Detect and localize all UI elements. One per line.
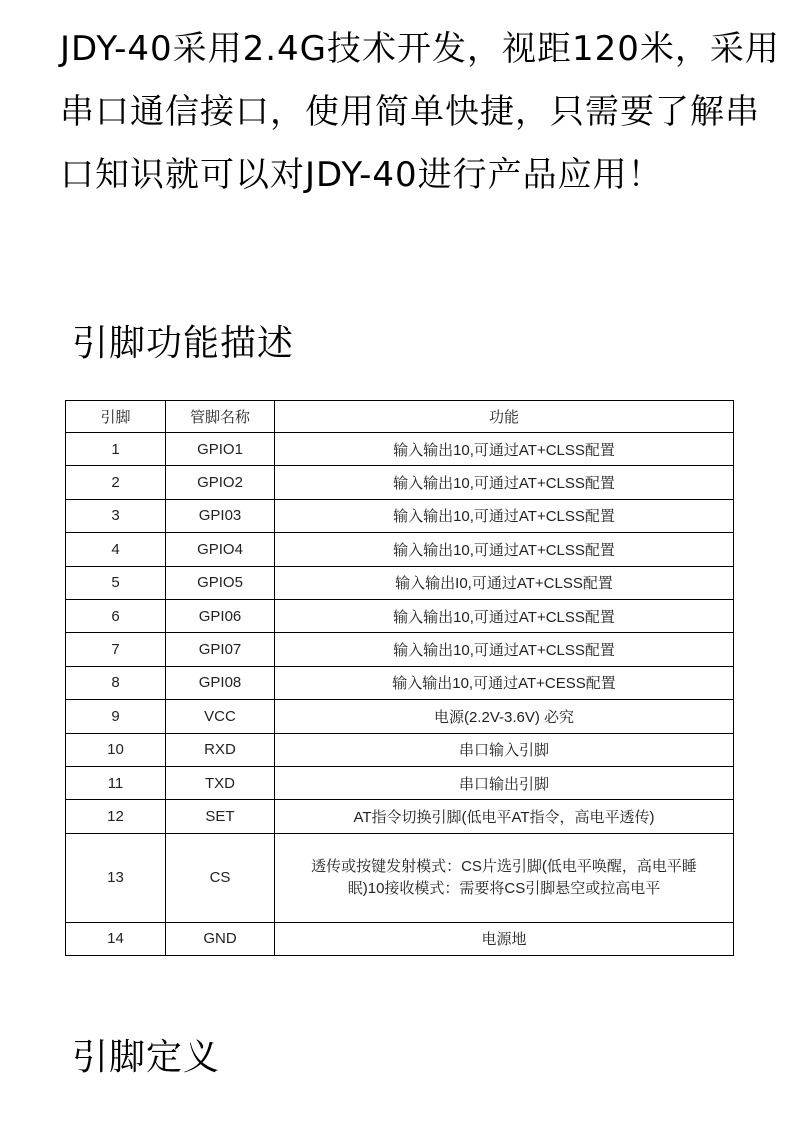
table-row bbox=[66, 666, 734, 699]
header-pin: 引脚 bbox=[66, 401, 166, 433]
pin-number: 6 bbox=[66, 599, 166, 632]
pin-function: 输入输出10,可通过AT+CLSS配置 bbox=[275, 433, 734, 466]
pin-name: TXD bbox=[166, 766, 275, 799]
pin-number: 7 bbox=[66, 633, 166, 666]
pin-name: SET bbox=[166, 800, 275, 833]
pin-name: GPI07 bbox=[166, 633, 275, 666]
table-row bbox=[66, 766, 734, 799]
pin-function: 串口输入引脚 bbox=[275, 733, 734, 766]
header-pin-name: 管脚名称 bbox=[166, 401, 275, 433]
pin-number: 12 bbox=[66, 800, 166, 833]
pin-name: CS bbox=[166, 833, 275, 922]
pin-definition-title: 引脚定义 bbox=[72, 1037, 221, 1078]
pin-function: 输入输出10,可通过AT+CLSS配置 bbox=[275, 499, 734, 532]
pin-function: 输入输出10,可通过AT+CLSS配置 bbox=[275, 633, 734, 666]
pin-function: 输入输出10,可通过AT+CESS配置 bbox=[275, 666, 734, 699]
pin-name: VCC bbox=[166, 700, 275, 733]
pin-name: GPI08 bbox=[166, 666, 275, 699]
pin-number: 11 bbox=[66, 766, 166, 799]
pin-function: AT指令切换引脚(低电平AT指令，高电平透传) bbox=[275, 800, 734, 833]
pin-name: GPIO4 bbox=[166, 533, 275, 566]
pin-name: GPI03 bbox=[166, 499, 275, 532]
pin-number: 3 bbox=[66, 499, 166, 532]
pin-name: GND bbox=[166, 922, 275, 955]
pin-function: 输入输出10,可通过AT+CLSS配置 bbox=[275, 466, 734, 499]
pin-number: 10 bbox=[66, 733, 166, 766]
pin-number: 8 bbox=[66, 666, 166, 699]
pin-function-title: 引脚功能描述 bbox=[72, 323, 295, 364]
pin-number: 9 bbox=[66, 700, 166, 733]
pin-number: 5 bbox=[66, 566, 166, 599]
pin-name: GPIO2 bbox=[166, 466, 275, 499]
pin-name: RXD bbox=[166, 733, 275, 766]
pin-function: 透传或按键发射模式：CS片选引脚(低电平唤醒，高电平睡眠)10接收模式：需要将CS引脚悬空或拉高电平 bbox=[275, 833, 734, 922]
table-row bbox=[66, 922, 734, 955]
table-row bbox=[66, 633, 734, 666]
pin-function: 输入输出10,可通过AT+CLSS配置 bbox=[275, 599, 734, 632]
pin-name: GPI06 bbox=[166, 599, 275, 632]
table-row bbox=[66, 833, 734, 922]
table-row bbox=[66, 566, 734, 599]
pin-function-table bbox=[65, 400, 734, 956]
pin-name: GPIO5 bbox=[166, 566, 275, 599]
pin-number: 13 bbox=[66, 833, 166, 922]
pin-function: 电源(2.2V-3.6V) 必究 bbox=[275, 700, 734, 733]
pin-name: GPIO1 bbox=[166, 433, 275, 466]
table-row bbox=[66, 499, 734, 532]
table-row bbox=[66, 533, 734, 566]
pin-function: 输入输出I0,可通过AT+CLSS配置 bbox=[275, 566, 734, 599]
pin-number: 14 bbox=[66, 922, 166, 955]
pin-number: 1 bbox=[66, 433, 166, 466]
table-row bbox=[66, 433, 734, 466]
pin-number: 4 bbox=[66, 533, 166, 566]
pin-number: 2 bbox=[66, 466, 166, 499]
table-row bbox=[66, 599, 734, 632]
pin-function: 串口输出引脚 bbox=[275, 766, 734, 799]
table-row bbox=[66, 466, 734, 499]
pin-function: 输入输出10,可通过AT+CLSS配置 bbox=[275, 533, 734, 566]
table-row bbox=[66, 700, 734, 733]
table-row bbox=[66, 800, 734, 833]
table-header-row bbox=[66, 401, 734, 433]
table-row bbox=[66, 733, 734, 766]
header-function: 功能 bbox=[275, 401, 734, 433]
intro-paragraph: JDY-40采用2.4G技术开发，视距120米，采用串口通信接口，使用简单快捷，只需要了解串口知识就可以对JDY-40进行产品应用！ bbox=[60, 29, 780, 195]
pin-function: 电源地 bbox=[275, 922, 734, 955]
